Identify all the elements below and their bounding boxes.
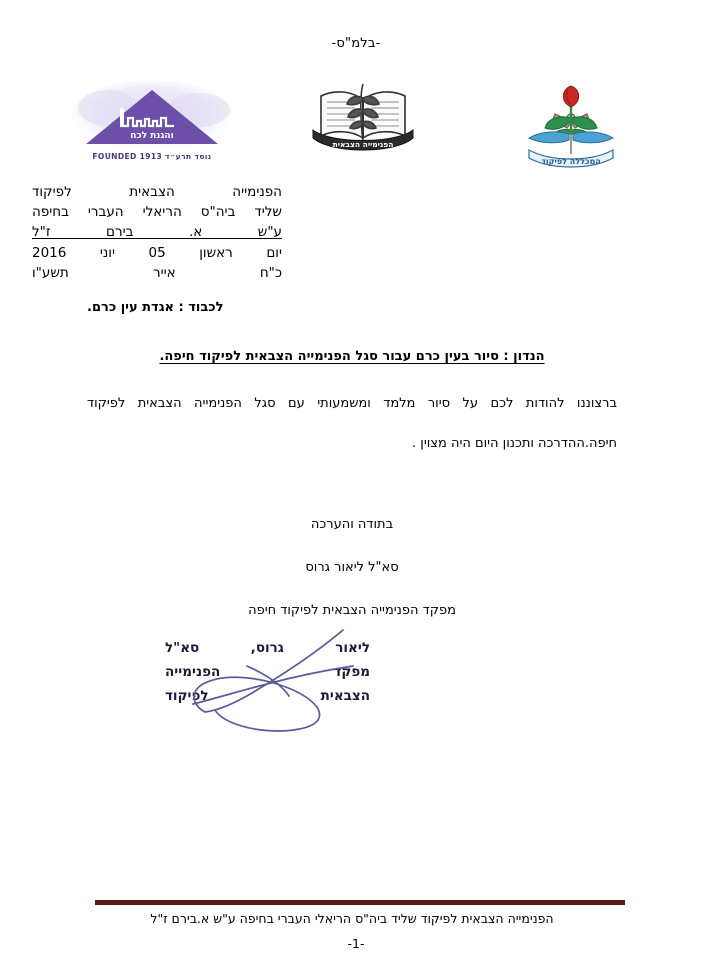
- svg-text:המכללה לפיקוד: המכללה לפיקוד: [541, 157, 601, 166]
- stamp-line-3: הצבאית לפיקוד: [165, 688, 370, 704]
- signature-block: [155, 632, 370, 732]
- signer-name: סא"ל ליאור גרוס: [305, 560, 399, 575]
- closing-salutation: בתודה והערכה: [310, 517, 394, 532]
- stamp-line-2: מפקד הפנימייה: [165, 664, 370, 680]
- hebrew-date: כ"ח אייר תשע"ו: [32, 265, 282, 281]
- addressee-text: לכבוד : אגדת עין כרם.: [87, 300, 224, 315]
- body-paragraph-line-1: ברצוננו להודות לכם על סיור מלמד ומשמעותי עם סגל הפנימייה הצבאית לפיקוד: [87, 396, 617, 411]
- subject-text: הנדון : סיור בעין כרם עבור סגל הפנימייה הצבאית לפיקוד חיפה.: [159, 349, 545, 364]
- footer-rule: [95, 900, 625, 905]
- page-number: -1-: [347, 936, 365, 951]
- command-college-emblem: [515, 78, 627, 172]
- svg-text:והגנת לכח: והגנת לכח: [130, 131, 174, 141]
- military-boarding-school-emblem: [303, 78, 423, 164]
- signer-title: מפקד הפנימייה הצבאית לפיקוד חיפה: [248, 603, 456, 618]
- stamp-line-1: ליאור גרוס, סא"ל: [165, 640, 370, 656]
- classification-marking: -בלמ"ס-: [331, 36, 381, 51]
- subject-line: [87, 349, 617, 364]
- signature-stamp-text: [165, 636, 370, 708]
- date-block: [32, 243, 282, 283]
- reali-school-logo: [68, 78, 236, 170]
- svg-text:FOUNDED 1913 נוסד תרע״ד: FOUNDED 1913 נוסד תרע״ד: [92, 152, 212, 161]
- letterhead-line-3: ע"ש א. בירם ז"ל: [32, 224, 282, 240]
- gregorian-date: יום ראשון 05 יוני 2016: [32, 245, 282, 261]
- addressee-line: [87, 300, 617, 315]
- svg-text:הפנימייה הצבאית: הפנימייה הצבאית: [332, 140, 394, 149]
- logo-row: [60, 78, 660, 170]
- footer-text: הפנימייה הצבאית לפיקוד שליד ביה"ס הריאלי העברי בחיפה ע"ש א.בירם ז"ל: [150, 911, 554, 926]
- letterhead-line-2: שליד ביה"ס הריאלי העברי בחיפה: [32, 204, 282, 220]
- letterhead-line-1: הפנימייה הצבאית לפיקוד: [32, 184, 282, 200]
- letterhead: [32, 182, 282, 242]
- body-paragraph-line-2: חיפה.ההדרכה ותכנון היום היה מצוין .: [412, 436, 617, 451]
